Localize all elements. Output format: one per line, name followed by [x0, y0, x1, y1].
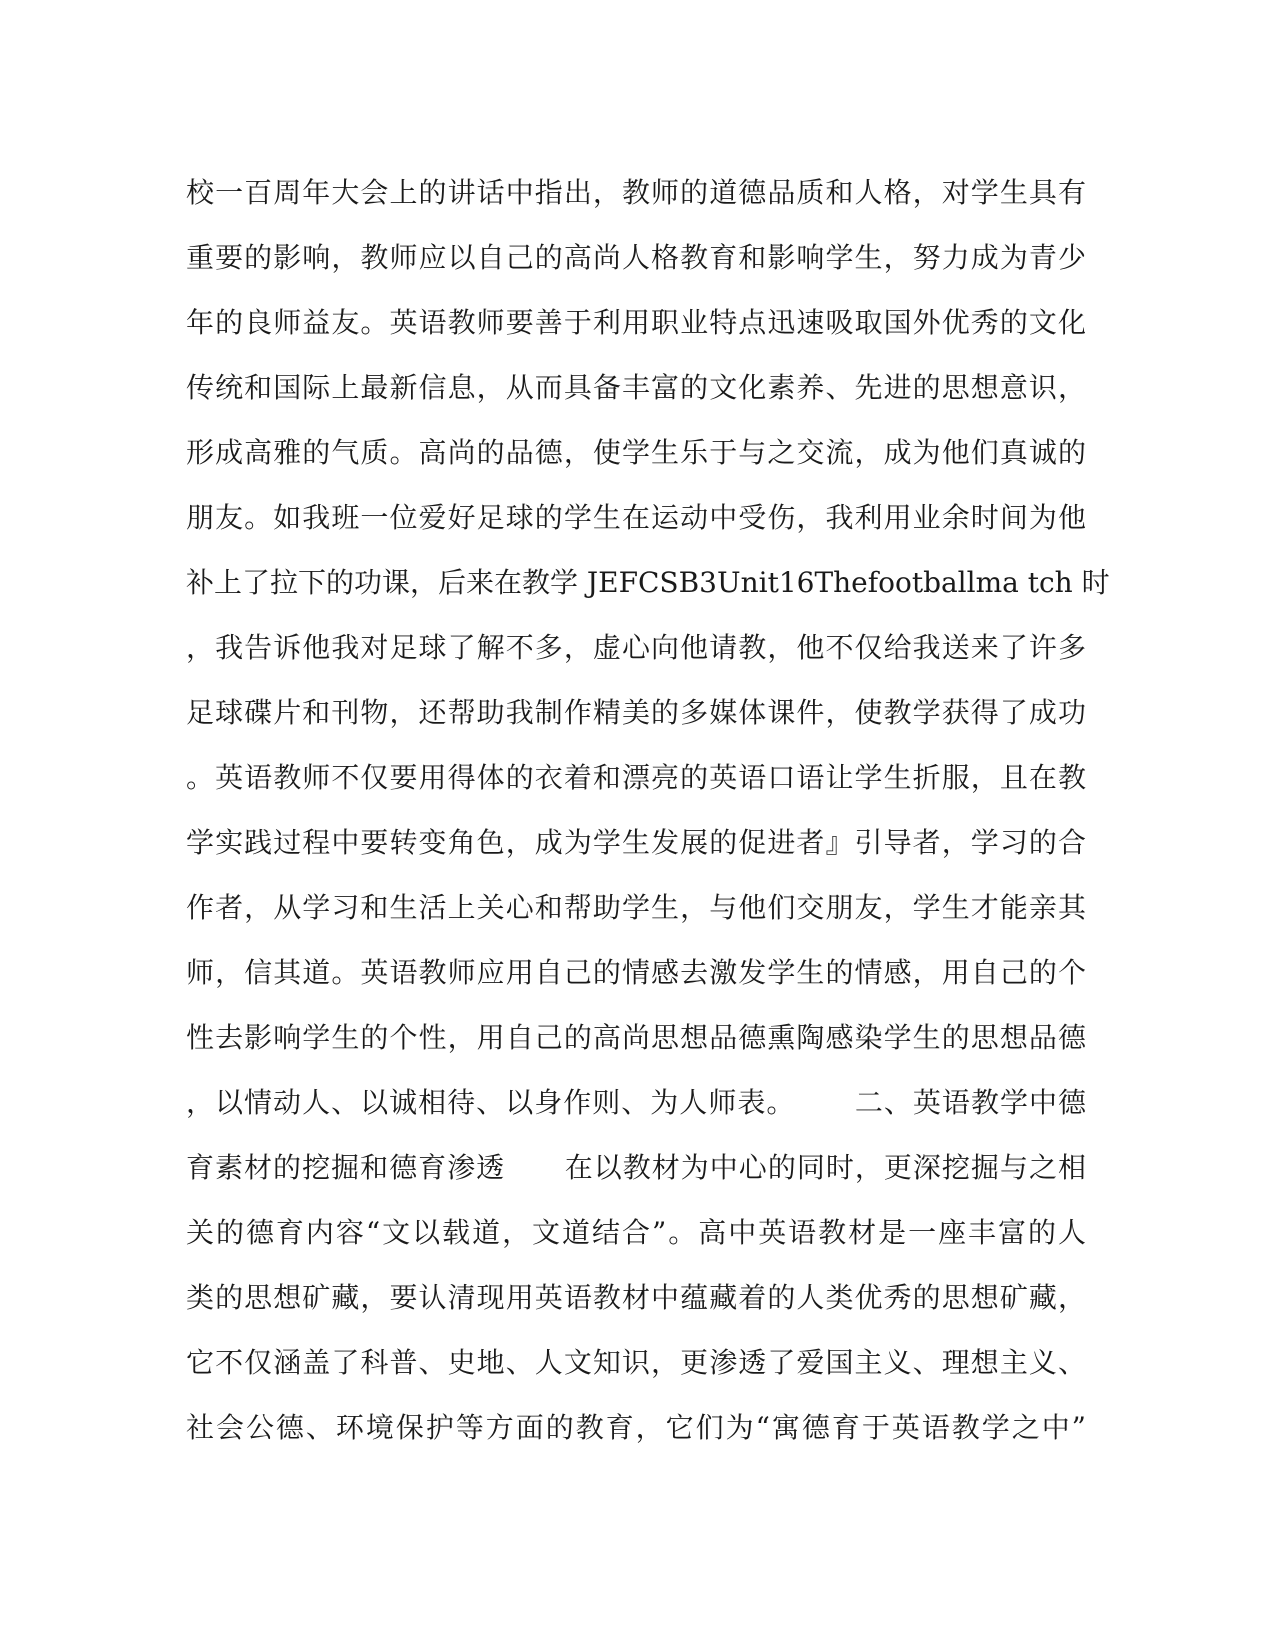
- text-line: 足球碟片和刊物，还帮助我制作精美的多媒体课件，使教学获得了成功: [186, 696, 1086, 729]
- text-line: 校一百周年大会上的讲话中指出，教师的道德品质和人格，对学生具有: [186, 176, 1086, 209]
- text-line: 性去影响学生的个性，用自己的高尚思想品德熏陶感染学生的思想品德: [186, 1021, 1086, 1054]
- text-line: ，我告诉他我对足球了解不多，虚心向他请教，他不仅给我送来了许多: [186, 631, 1086, 664]
- text-line: ，以情动人、以诚相待、以身作则、为人师表。 二、英语教学中德: [186, 1086, 1086, 1119]
- text-line: 朋友。如我班一位爱好足球的学生在运动中受伤，我利用业余时间为他: [186, 501, 1086, 534]
- text-line: 学实践过程中要转变角色，成为学生发展的促进者』引导者，学习的合: [186, 826, 1086, 859]
- text-line: 社会公德、环境保护等方面的教育，它们为“寓德育于英语教学之中”: [186, 1411, 1086, 1444]
- text-line: 作者，从学习和生活上关心和帮助学生，与他们交朋友，学生才能亲其: [186, 891, 1086, 924]
- text-line: 年的良师益友。英语教师要善于利用职业特点迅速吸取国外优秀的文化: [186, 306, 1086, 339]
- body-paragraph: [186, 168, 1110, 1468]
- text-line: 补上了拉下的功课，后来在教学 JEFCSB3Unit16Thefootballma tch 时: [186, 566, 1110, 599]
- text-line: 师，信其道。英语教师应用自己的情感去激发学生的情感，用自己的个: [186, 956, 1086, 989]
- text-line: 育素材的挖掘和德育渗透 在以教材为中心的同时，更深挖掘与之相: [186, 1151, 1086, 1184]
- text-line: 形成高雅的气质。高尚的品德，使学生乐于与之交流，成为他们真诚的: [186, 436, 1086, 469]
- text-line: 重要的影响，教师应以自己的高尚人格教育和影响学生，努力成为青少: [186, 241, 1086, 274]
- text-line: 传统和国际上最新信息，从而具备丰富的文化素养、先进的思想意识，: [186, 371, 1086, 404]
- text-line: 。英语教师不仅要用得体的衣着和漂亮的英语口语让学生折服，且在教: [186, 761, 1086, 794]
- text-line: 关的德育内容“文以载道，文道结合”。高中英语教材是一座丰富的人: [186, 1216, 1086, 1249]
- text-line: 类的思想矿藏，要认清现用英语教材中蕴藏着的人类优秀的思想矿藏，: [186, 1281, 1086, 1314]
- text-line: 它不仅涵盖了科普、史地、人文知识，更渗透了爱国主义、理想主义、: [186, 1346, 1086, 1379]
